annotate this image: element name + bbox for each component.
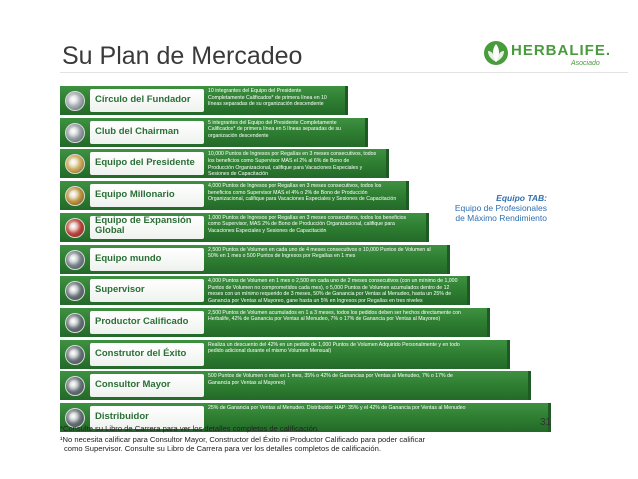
level-step [60, 181, 407, 210]
level-medal-icon [65, 218, 85, 238]
level-step [60, 149, 387, 178]
level-name: Equipo de Expansión Global [95, 214, 192, 236]
step-edge [406, 181, 409, 210]
level-step [60, 276, 468, 305]
level-description: 4,000 Puntos de Ingresos por Regalías en 3 meses consecutivos, todos los beneficios como Supervisor MAS el 4% o 2% de Bono de Producción Organizacional, califique para Vacaciones Especiales y Sesiones de Capacitación [208, 183, 397, 203]
level-step [60, 118, 366, 147]
tab-note-line3: de Máximo Rendimiento [455, 213, 547, 223]
tab-note-title: Equipo TAB: [496, 193, 547, 203]
level-description: 500 Puntos de Volumen o más en 1 mes, 35% o 42% de Ganancias por Ventas al Menudeo, 7% o 17% de Ganancia por Ventas al Mayoreo) [208, 373, 453, 386]
level-medal-icon [65, 345, 85, 365]
level-medal-icon [65, 123, 85, 143]
level-medal-icon [65, 186, 85, 206]
level-name-box [90, 184, 204, 207]
level-name-box [90, 89, 204, 112]
level-name: Distribuidor [95, 411, 149, 422]
level-name: Productor Calificado [95, 315, 189, 327]
page-number: 31 [540, 417, 552, 428]
level-description: 25% de Ganancia por Ventas al Menudeo. Distribuidor HAP: 35% y el 42% de Ganancia por Ventas al Menudeo [208, 405, 466, 411]
level-name: Equipo mundo [95, 252, 162, 264]
level-name-box [90, 279, 204, 302]
step-edge [365, 118, 368, 147]
level-name: Equipo del Presidente [95, 157, 195, 169]
level-name: Equipo Millonario [95, 189, 175, 201]
step-edge [487, 308, 490, 337]
level-name-box [90, 216, 204, 239]
level-step [60, 308, 488, 337]
level-description: 5 integrantes del Equipo del Presidente Completamente Calificados* de primera línea en 5 líneas separadas de su organización descendente [208, 119, 341, 139]
level-name-box [90, 374, 204, 397]
level-name: Círculo del Fundador [95, 94, 191, 105]
footnote-1: *Consulte su Libro de Carrera para ver los detalles completos de calificación. [60, 424, 320, 433]
step-edge [507, 340, 510, 369]
step-edge [345, 86, 348, 115]
level-medal-icon [65, 91, 85, 111]
level-medal-icon [65, 313, 85, 333]
level-step [60, 213, 427, 242]
level-name-box [90, 152, 204, 175]
level-name: Club del Chairman [95, 125, 179, 137]
step-edge [467, 276, 470, 305]
level-description: 1,000 Puntos de Ingresos por Regalías en 3 meses consecutivos, todos los beneficios como Supervisor, MAS 2% de Bono de Producción Organizacional, califique para Vacaciones Especiales y Sesiones de Capacitación [208, 214, 407, 234]
level-step [60, 86, 346, 115]
footnote-3: como Supervisor. Consulte su Libro de Carrera para ver los detalles completos de calificación. [64, 444, 381, 453]
tab-team-note [452, 193, 547, 223]
slide-title: Su Plan de Mercadeo [62, 42, 303, 70]
level-name-box [90, 121, 204, 144]
level-name-box [90, 343, 204, 366]
level-step [60, 371, 529, 400]
level-name-box [90, 248, 204, 271]
logo-brand-text: HERBALIFE. [511, 42, 611, 59]
step-edge [386, 149, 389, 178]
level-name: Consultor Mayor [95, 379, 171, 391]
step-edge [447, 245, 450, 274]
level-description: 10 integrantes del Equipo del Presidente Completamente Calificados* de primera línea en 10 líneas separadas de su organización descendente [208, 88, 327, 108]
step-edge [528, 371, 531, 400]
level-description: Realiza un descuento del 42% en un pedido de 1,000 Puntos de Volumen Adquirido Personalmente y en todo pedido adicional durante el mismo Volumen Mensual) [208, 341, 460, 355]
level-step [60, 340, 508, 369]
tab-note-line2: Equipo de Profesionales [454, 203, 547, 213]
footnote-2: ¹No necesita calificar para Consultor Mayor, Constructor del Éxito ni Productor Calificado para poder calificar [60, 435, 426, 444]
level-name: Construtor del Éxito [95, 347, 187, 359]
logo-sub-text: Asociado [571, 60, 600, 67]
step-edge [426, 213, 429, 242]
level-description: 2,500 Puntos de Volumen acumulados en 1 a 3 meses, todos los pedidos deben ser hechos directamente con Herbalife, 42% de Ganancia por Ventas al Menudeo, 7% o 17% de Ganancia por Ventas al Mayoreo) [208, 309, 461, 323]
level-description: 10,000 Puntos de Ingresos por Regalías en 3 meses consecutivos, todos los beneficios como Supervisor MAS el 2% al 6% de Bono de Producción Organizacional, califique para Vacaciones Especiales y Sesiones de Capacitación [208, 151, 377, 178]
level-medal-icon [65, 250, 85, 270]
level-description: 2,500 Puntos de Volumen en cada uno de 4 meses consecutivos o 10,000 Puntos de Volumen al 50% en 1 mes o 500 Puntos de Ingresos por Regalías en 1 mes [208, 246, 431, 260]
level-name: Supervisor [95, 284, 145, 296]
level-description: 4,000 Puntos de Volumen en 1 mes o 2,500 en cada uno de 2 meses consecutivos (con un mínimo de 1,000 Puntos de Volumen no comprometidos cada mes), o 5,000 Puntos de Volumen acumulados dentro de 12 meses con un mínimo requerido de 3 meses, 50% de Ganancia por Ventas al Menudeo, hasta un 25% de Ganancia por Ventas al Mayoreo, gane hasta un 5% en Ingresos por Regalías en tres niveles [208, 278, 458, 304]
level-step [60, 245, 448, 274]
level-name-box [90, 311, 204, 334]
